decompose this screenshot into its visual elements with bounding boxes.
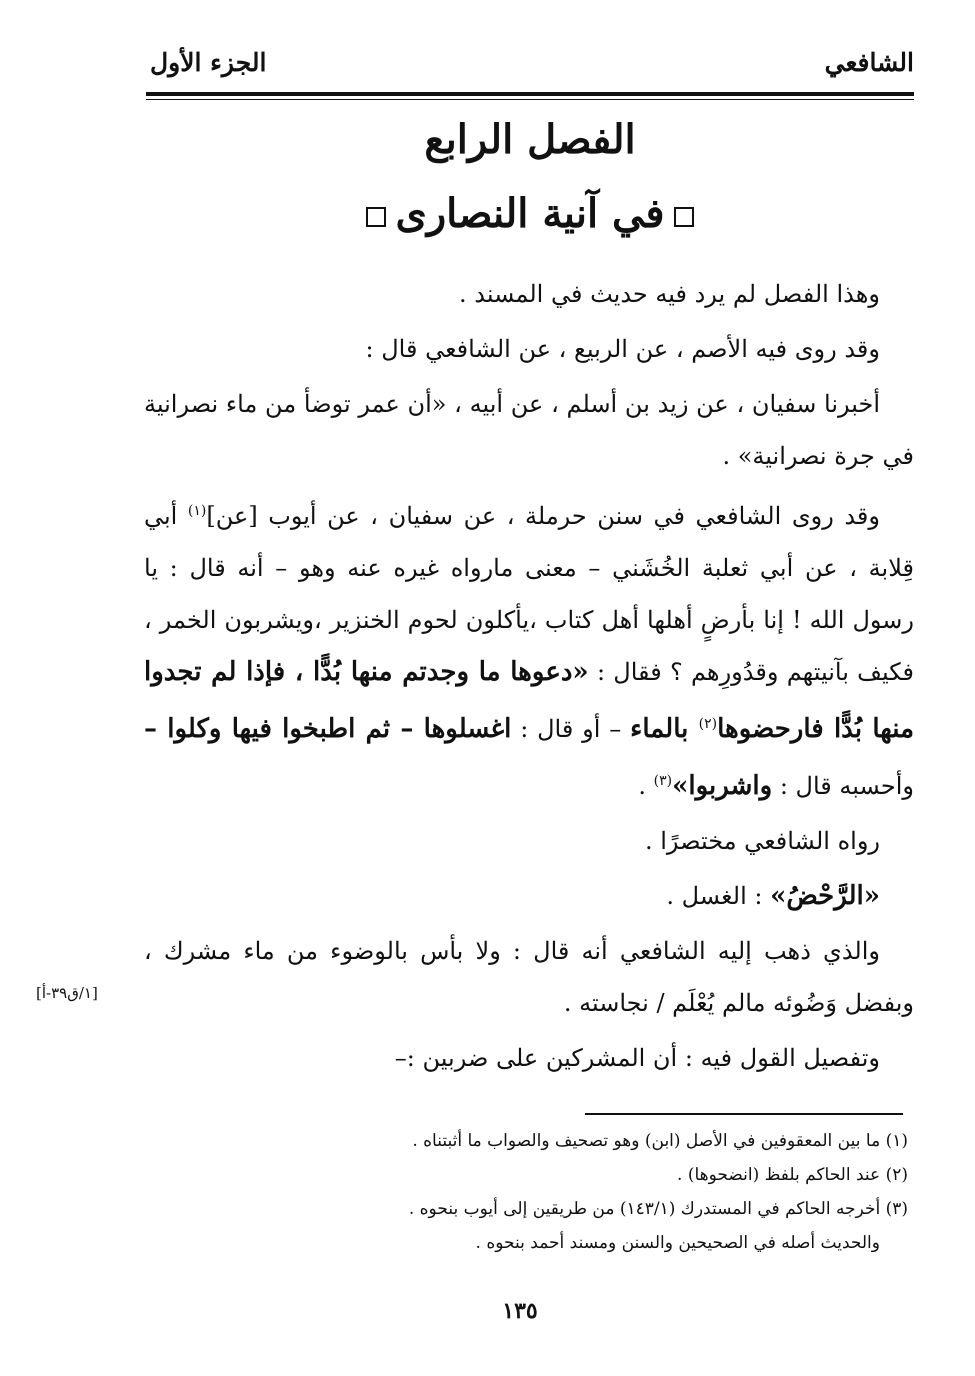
hadith-text-bold: بالماء <box>630 714 699 744</box>
paragraph-2: وقد روى فيه الأصم ، عن الربيع ، عن الشافعي قال : <box>365 335 880 363</box>
footnote-3: (٣) أخرجه الحاكم في المستدرك (١٤٣/١) من طريقين إلى أيوب بنحوه . <box>408 1199 908 1219</box>
chapter-subtitle <box>146 190 914 237</box>
footnote-1: (١) ما بين المعقوفين في الأصل (ابن) وهو تصحيف والصواب ما أثبتناه . <box>412 1131 908 1151</box>
header-book-title: الشافعي <box>824 48 914 77</box>
p4-part-g: وأحسبه قال : <box>772 772 914 800</box>
paragraph-1: وهذا الفصل لم يرد فيه حديث في المسند . <box>458 280 880 308</box>
footnote-ref-2: (٢) <box>698 716 718 732</box>
header-volume: الجزء الأول <box>150 48 267 77</box>
paragraph-3: أخبرنا سفيان ، عن زيد بن أسلم ، عن أبيه ، «أن عمر توضأ من ماء نصرانية في جرة نصرانية» . <box>144 390 914 470</box>
hadith-text-bold: واشربوا» <box>672 771 773 801</box>
definition: : الغسل . <box>666 882 771 910</box>
header-rule-thin <box>146 99 914 100</box>
square-ornament-icon <box>366 207 386 227</box>
manuscript-folio-note: [١/ق٣٩-أ] <box>36 984 98 1002</box>
footnote-ref-3: (٣) <box>653 773 673 789</box>
square-ornament-icon <box>674 207 694 227</box>
footnote-separator <box>585 1113 903 1115</box>
p4-part-i: . <box>638 772 654 800</box>
hadith-text-bold: «دعوها ما وجدتم منها بُدًّا ، فإذا لم تجدوا منها بُدًّا فارحضوها <box>144 657 915 744</box>
footnote-2: (٢) عند الحاكم بلفظ (انضحوها) . <box>677 1165 908 1185</box>
footnote-ref-1: (١) <box>187 503 207 519</box>
paragraph-7: والذي ذهب إليه الشافعي أنه قال : ولا بأس بالوضوء من ماء مشرك ، وبفضل وَضُوئه مالم يُعْلَم / نجاسته . <box>144 937 914 1017</box>
chapter-subtitle-text: في آنية النصارى <box>395 190 665 237</box>
hadith-text-bold: اغسلوها – ثم اطبخوا فيها وكلوا – <box>144 714 512 744</box>
p4-part-e: – أو قال : <box>511 715 631 743</box>
footnote-3-continued: والحديث أصله في الصحيحين والسنن ومسند أحمد بنحوه . <box>475 1233 880 1253</box>
p4-part-b: أبي قِلابة ، عن أبي ثعلبة الخُشَني – معنى مارواه غيره عنه وهو – أنه قال : يا رسول الله ! إنا بأرضٍ أهلها أهل كتاب ،يأكلون لحوم الخنزير ،ويشربون الخمر ، فكيف بآنيتهم وقدُورِهم ؟ فقال : <box>144 502 915 686</box>
paragraph-5: رواه الشافعي مختصرًا . <box>644 827 880 855</box>
body-text <box>144 268 914 1087</box>
defined-term: «الرَّحْضُ» <box>770 881 880 911</box>
running-header <box>146 48 914 88</box>
page-number: ١٣٥ <box>502 1298 538 1324</box>
footnotes <box>330 1124 908 1260</box>
p4-part-a: وقد روى الشافعي في سنن حرملة ، عن سفيان ، عن أيوب [عن] <box>206 502 880 530</box>
chapter-title: الفصل الرابع <box>424 116 636 163</box>
paragraph-8: وتفصيل القول فيه : أن المشركين على ضربين :– <box>394 1044 880 1072</box>
paragraph-4 <box>144 485 914 812</box>
header-rule-thick <box>146 92 914 96</box>
paragraph-6 <box>144 870 914 922</box>
